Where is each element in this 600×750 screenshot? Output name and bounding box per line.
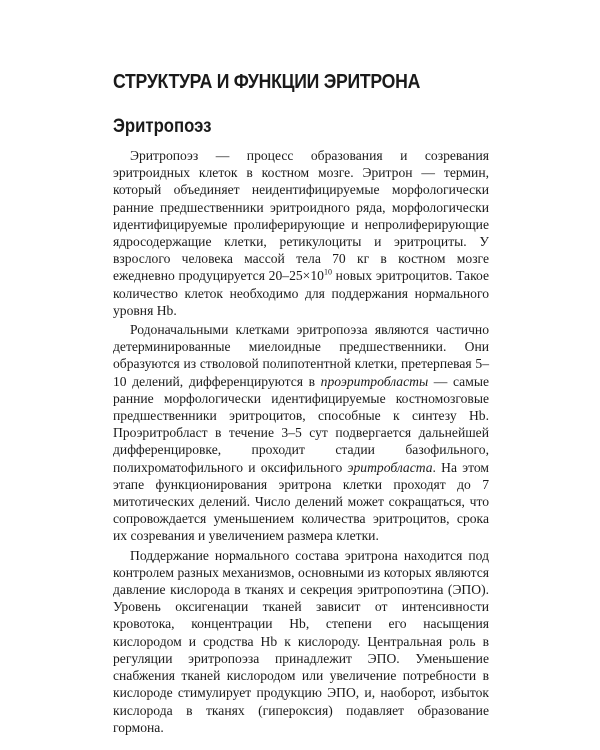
body-text [113, 147, 489, 736]
italic-term: эритробласта [347, 459, 433, 475]
text-run: — самые ранние морфологически идентифицируемые костномозговые предшественники эритроцитов, способные к синтезу Hb. Проэритробласт в течение 3–5 сут подвергается дальнейшей дифференцировке, проходит стадии базофильного, полихроматофильного и оксифильного [113, 373, 489, 475]
text-run: Эритропоэз — процесс образования и созревания эритроидных клеток в костном мозге. Эритрон — термин, который объединяет неидентифицируемые морфологически ранние предшественники эритроидного ряда, морфологически идентифицируемые пролиферирующие и непролиферирующие ядросодержащие клетки, ретикулоциты и эритроциты. У взрослого человека массой тела 70 кг в костном мозге ежедневно продуцируется 20–25×10 [113, 148, 489, 284]
paragraph [113, 547, 489, 736]
superscript: 10 [323, 267, 332, 277]
text-run: Поддержание нормального состава эритрона находится под контролем разных механизмов, основными из которых являются давление кислорода в тканях и секреция эритропоэтина (ЭПО). Уровень оксигенации тканей зависит от интенсивности кровотока, концентрации Hb, степени его насыщения кислородом и сродства Hb к кислороду. Центральная роль в регуляции эритропоэза принадлежит ЭПО. Уменьшение снабжения тканей кислородом или увеличение потребности в кислороде стимулирует продукцию ЭПО, и, наоборот, избыток кислорода в тканях (гипероксия) подавляет образование гормона. [113, 547, 489, 735]
paragraph [113, 147, 489, 319]
paragraph [113, 321, 489, 545]
text-run: Родоначальными клетками эритропоэза являются частично детерминированные миелоидные предшественники. Они образуются из стволовой полипотентной клетки, претерпевая 5–10 делений, дифференцируются в [113, 322, 489, 389]
section-title: Эритропоэз [113, 116, 212, 137]
chapter-title: СТРУКТУРА И ФУНКЦИИ ЭРИТРОНА [113, 70, 421, 93]
document-page [113, 70, 489, 736]
italic-term: проэритробласты [320, 373, 429, 389]
text-run: . На этом этапе функционирования эритрона клетки проходят до 7 митотических делений. Число делений может сокращаться, что сопровождается уменьшением количества эритроцитов, срока их созревания и увеличением размера клетки. [113, 459, 489, 544]
text-run: новых эритроцитов. Такое количество клеток необходимо для поддержания нормального уровня Hb. [113, 268, 489, 318]
